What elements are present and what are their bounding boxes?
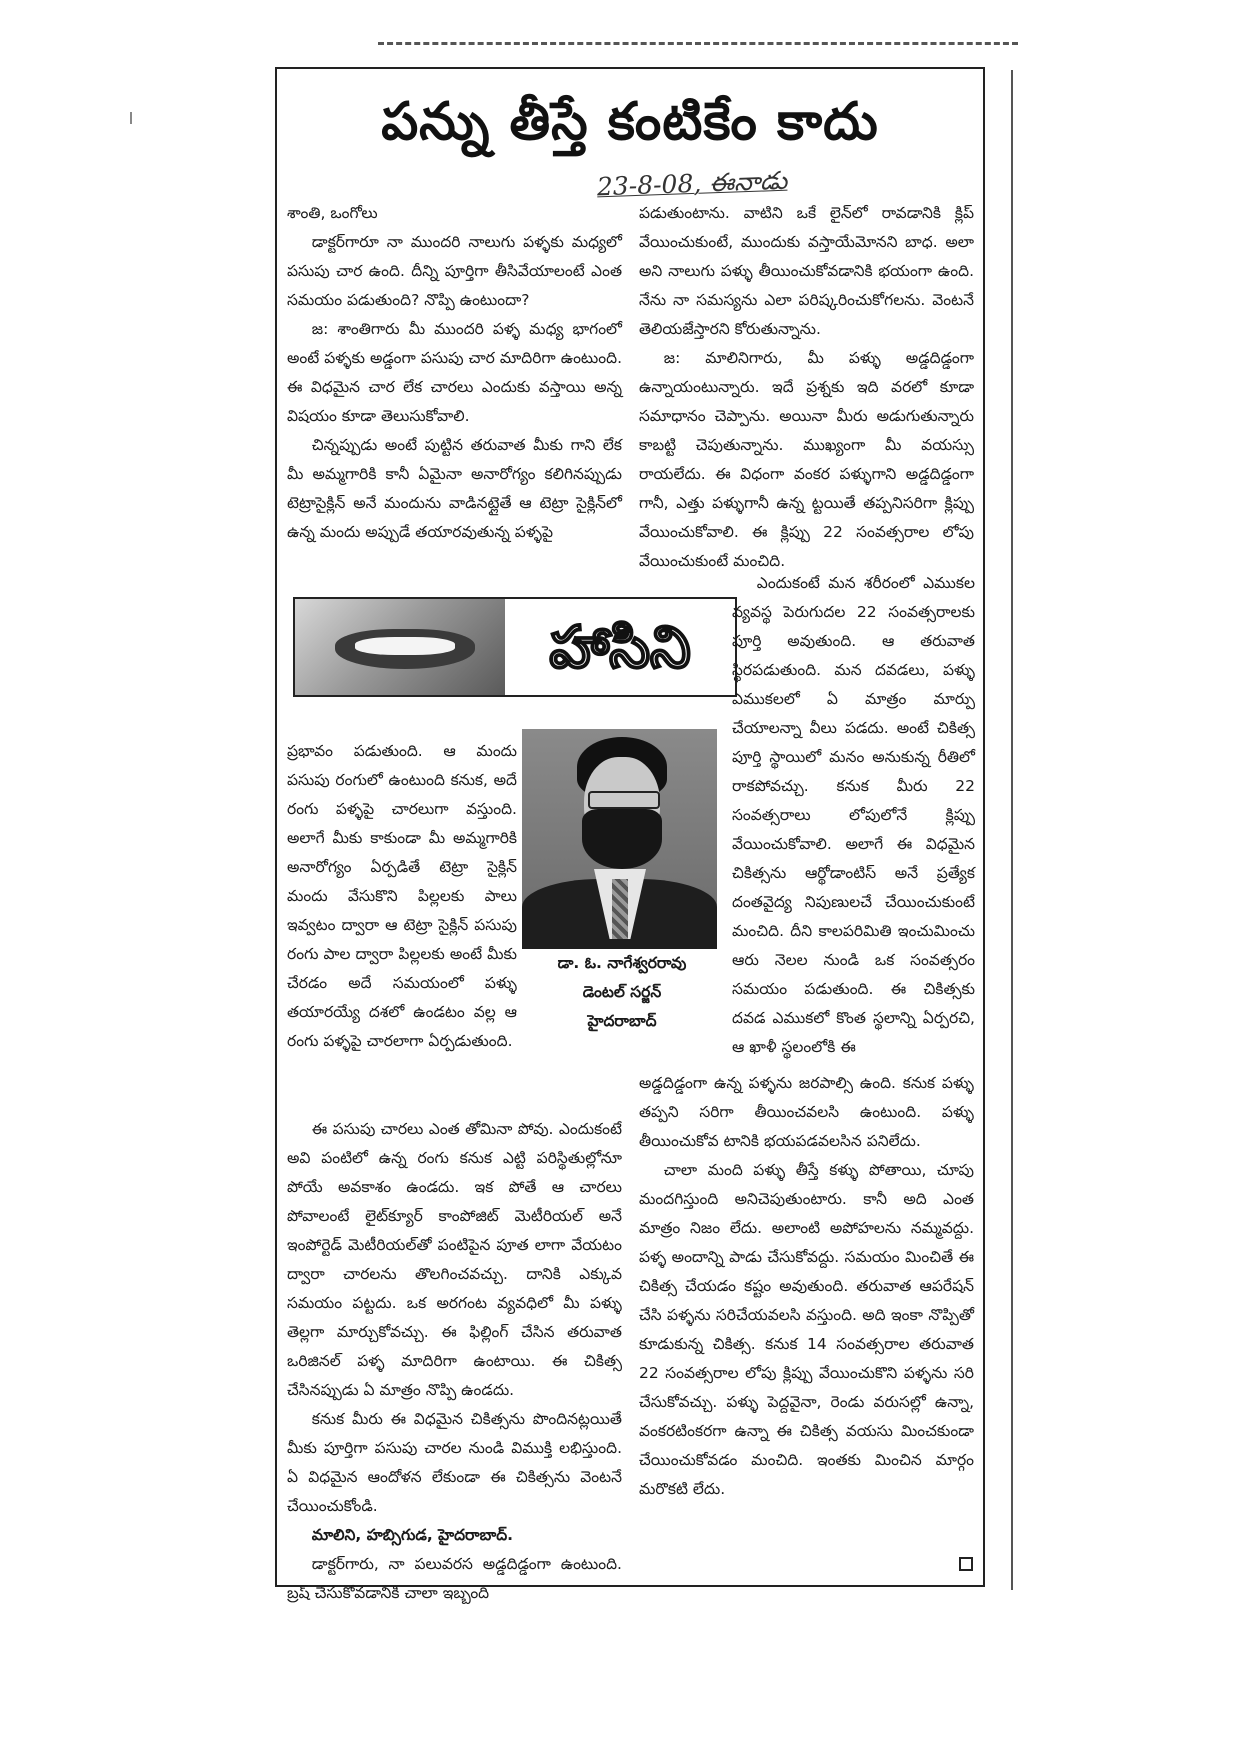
end-mark <box>959 1557 973 1571</box>
column-name: హాసిని <box>549 613 691 681</box>
paragraph: కనుక మీరు ఈ విధమైన చికిత్సను పొందినట్లయితే మీకు పూర్తిగా పసుపు చారల నుండి విముక్తి లభిస్తుంది. ఏ విధమైన ఆందోళన లేకుండా ఈ చికిత్సను వెంటనే చేయించుకోండి. <box>287 1410 622 1515</box>
column-left-top <box>287 199 622 547</box>
smile-photo <box>295 599 505 695</box>
paragraph: జ: శాంతిగారు మీ ముందరి పళ్ళ మధ్య భాగంలో అంటే పళ్ళకు అడ్డంగా పసుపు చార మాదిరిగా ఉంటుంది. ఈ విధమైన చార లేక చారలు ఎందుకు వస్తాయి అన్న విషయం కూడా తెలుసుకోవాలి. <box>287 320 622 425</box>
headline: పన్ను తీస్తే కంటికేం కాదు <box>381 92 879 152</box>
paragraph: పడుతుంటాను. వాటిని ఒకే లైన్‌లో రావడానికి క్లిప్ వేయించుకుంటే, ముందుకు వస్తాయేమోనని బాధ. అలా అని నాలుగు పళ్ళు తీయించుకోవడానికి భయంగా ఉంది. నేను నా సమస్యను ఎలా పరిష్కరించుకోగలను. వెంటనే తెలియజేస్తారని కోరుతున్నాను. <box>639 204 974 338</box>
page-edge-rule <box>1011 70 1013 1590</box>
column-right-narrow <box>732 569 975 1062</box>
paragraph: ఈ పసుపు చారలు ఎంత తోమినా పోవు. ఎందుకంటే అవి పంటిలో ఉన్న రంగు కనుక ఎట్టి పరిస్థితుల్లోనూ పోయే అవకాశం ఉండదు. ఇక పోతే ఆ చారలు పోవాలంటే లైట్‌క్యూర్ కాంపోజిట్ మెటీరియల్ అనే ఇంపోర్టెడ్ మెటీరియల్‌తో పంటిపైన పూత లాగా వేయటం ద్వారా చారలను తొలగించవచ్చు. దానికి ఎక్కువ సమయం పట్టదు. ఒక అరగంట వ్యవధిలో మీ పళ్ళు తెల్లగా మార్చుకోవచ్చు. ఈ ఫిల్లింగ్ చేసిన తరువాత ఒరిజినల్ పళ్ళ మాదిరిగా ఉంటాయి. ఈ చికిత్స చేసినప్పుడు ఏ మాత్రం నొప్పి ఉండదు. <box>287 1120 622 1399</box>
handwritten-date-note: 23-8-08, ఈనాడు <box>596 165 788 202</box>
caption-title: డెంటల్ సర్జన్ <box>582 983 662 1001</box>
newspaper-clipping <box>275 67 985 1602</box>
column-right-tail <box>639 1069 974 1504</box>
paragraph: చాలా మంది పళ్ళు తీస్తే కళ్ళు పోతాయి, చూపు మందగిస్తుంది అనిచెపుతుంటారు. కానీ అది ఎంత మాత్రం నిజం లేదు. అలాంటి అపోహలను నమ్మవద్దు. పళ్ళ అందాన్ని పాడు చేసుకోవద్దు. సమయం మించితే ఈ చికిత్స చేయడం కష్టం అవుతుంది. తరువాత ఆపరేషన్ చేసి పళ్ళను సరిచేయవలసి వస్తుంది. అది ఇంకా నొప్పితో కూడుకున్న చికిత్స. కనుక 14 సంవత్సరాల తరువాత 22 సంవత్సరాల లోపు క్లిప్పు వేయించుకొని పళ్ళను సరి చేసుకోవచ్చు. పళ్ళు పెద్దవైనా, రెండు వరుసల్లో ఉన్నా, వంకరటింకరగా ఉన్నా ఈ చికిత్స వయసు మించకుండా చేయించుకోవడం మంచిది. ఇంతకు మించిన మార్గం మరొకటి లేదు. <box>639 1161 974 1498</box>
paragraph: శాంతి, ఒంగోలు <box>287 204 378 222</box>
paragraph: డాక్టర్‌గారూ నా ముందరి నాలుగు పళ్ళకు మధ్యలో పసుపు చార ఉంది. దీన్ని పూర్తిగా తీసివేయాలంటే ఎంత సమయం పడుతుంది? నొప్పి ఉంటుందా? <box>287 233 622 309</box>
column-left-bottom <box>287 737 517 1056</box>
paragraph: అడ్డదిడ్డంగా ఉన్న పళ్ళను జరపాల్సి ఉంది. కనుక పళ్ళు తప్పని సరిగా తీయించవలసి ఉంటుంది. పళ్ళు తీయించుకోవ టానికి భయపడవలసిన పనిలేదు. <box>639 1074 974 1150</box>
scan-speck <box>130 112 132 124</box>
top-dashed-rule <box>378 42 1018 45</box>
paragraph: చిన్నప్పుడు అంటే పుట్టిన తరువాత మీకు గాని లేక మీ అమ్మగారికి కానీ ఏమైనా అనారోగ్యం కలిగినప్పుడు టెట్రాసైక్లిన్ అనే మందును వాడినట్లైతే ఆ టెట్రా సైక్లిన్‌లో ఉన్న మందు అప్పుడే తయారవుతున్న పళ్ళపై <box>287 436 622 541</box>
column-left-tail <box>287 1115 622 1608</box>
column-banner <box>293 597 737 697</box>
doctor-portrait <box>522 729 717 939</box>
caption-city: హైదరాబాద్ <box>587 1012 657 1030</box>
paragraph: ఎందుకంటే మన శరీరంలో ఎముకల వ్యవస్థ పెరుగుదల 22 సంవత్సరాలకు పూర్తి అవుతుంది. ఆ తరువాత స్థిరపడుతుంది. మన దవడలు, పళ్ళు ఎముకలలో ఏ మాత్రం మార్పు చేయాలన్నా వీలు పడదు. అంటే చికిత్స పూర్తి స్థాయిలో మనం అనుకున్న రీతిలో రాకపోవచ్చు. కనుక మీరు 22 సంవత్సరాలు లోపులోనే క్లిప్పు వేయించుకోవాలి. అలాగే ఈ విధమైన చికిత్సను ఆర్థోడాంటిస్ అనే ప్రత్యేక దంతవైద్య నిపుణులచే చేయించుకుంటే మంచిది. దీని కాలపరిమితి ఇంచుమించు ఆరు నెలల నుండి ఒక సంవత్సరం సమయం పడుతుంది. ఈ చికిత్సకు దవడ ఎముకలో కొంత స్థలాన్ని ఏర్పరచి, ఆ ఖాళీ స్థలంలోకి ఈ <box>732 574 975 1056</box>
paragraph: డాక్టర్‌గారు, నా పలువరస అడ్డదిడ్డంగా ఉంటుంది. బ్రష్ చేసుకోవడానికి చాలా ఇబ్బంది <box>287 1555 622 1602</box>
column-right-top <box>639 199 974 576</box>
paragraph: జ: మాలినిగారు, మీ పళ్ళు అడ్డదిడ్డంగా ఉన్నాయంటున్నారు. ఇదే ప్రశ్నకు ఇది వరలో కూడా సమాధానం చెప్పాను. అయినా మీరు అడుగుతున్నారు కాబట్టి చెపుతున్నాను. ముఖ్యంగా మీ వయస్సు రాయలేదు. ఈ విధంగా వంకర పళ్ళుగాని అడ్డదిడ్డంగా గానీ, ఎత్తు పళ్ళుగానీ ఉన్న ట్టయితే తప్పనిసరిగా క్లిప్పు వేయించుకోవాలి. ఈ క్లిప్పు 22 సంవత్సరాల లోపు వేయించుకుంటే మంచిది. <box>639 349 974 570</box>
paragraph: ప్రభావం పడుతుంది. ఆ మందు పసుపు రంగులో ఉంటుంది కనుక, అదే రంగు పళ్ళపై చారలుగా వస్తుంది. అలాగే మీకు కాకుండా మీ అమ్మగారికి అనారోగ్యం ఏర్పడితే టెట్రా సైక్లిన్ మందు వేసుకొని పిల్లలకు పాలు ఇవ్వటం ద్వారా ఆ టెట్రా సైక్లిన్ పసుపు రంగు పాల ద్వారా పిల్లలకు అంటే మీకు చేరడం అదే సమయంలో పళ్ళు తయారయ్యే దశలో ఉండటం వల్ల ఆ రంగు పళ్ళపై చారలాగా ఏర్పడుతుంది. <box>287 742 517 1050</box>
caption-name: డా. ఓ. నాగేశ్వరరావు <box>557 954 687 972</box>
portrait-caption <box>522 949 722 1036</box>
paragraph: మాలిని, హబ్సిగుడ, హైదరాబాద్. <box>311 1526 514 1544</box>
